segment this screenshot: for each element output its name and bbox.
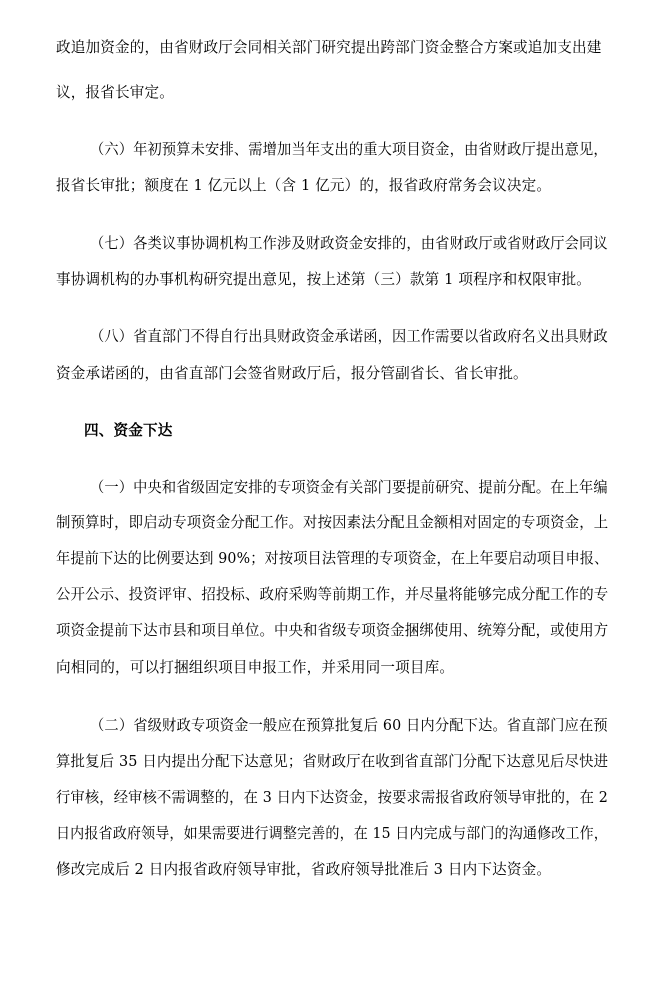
- paragraph-line: 议，报省长审定。: [56, 84, 174, 101]
- paragraph-line: 年提前下达的比例要达到 90%；对按项目法管理的专项资金，在上年要启动项目申报、: [56, 550, 609, 567]
- paragraph-line: （二）省级财政专项资金一般应在预算批复后 60 日内分配下达。省直部门应在预: [90, 717, 608, 734]
- paragraph-line: 行审核，经审核不需调整的，在 3 日内下达资金，按要求需报省政府领导审批的，在 2: [56, 789, 609, 806]
- paragraph-line: 日内报省政府领导，如果需要进行调整完善的，在 15 日内完成与部门的沟通修改工作，: [56, 825, 609, 842]
- paragraph-line: 项资金提前下达市县和项目单位。中央和省级专项资金捆绑使用、统筹分配，或使用方: [56, 622, 609, 639]
- paragraph-line: 公开公示、投资评审、招投标、政府采购等前期工作，并尽量将能够完成分配工作的专: [56, 586, 609, 603]
- paragraph-line: 事协调机构的办事机构研究提出意见，按上述第（三）款第 1 项程序和权限审批。: [56, 271, 592, 288]
- paragraph-line: （一）中央和省级固定安排的专项资金有关部门要提前研究、提前分配。在上年编: [90, 479, 608, 496]
- paragraph-line: 资金承诺函的，由省直部门会签省财政厅后，报分管副省长、省长审批。: [56, 365, 528, 382]
- paragraph-line: 修改完成后 2 日内报省政府领导审批，省政府领导批准后 3 日内下达资金。: [56, 861, 552, 878]
- paragraph-line: 向相同的，可以打捆组织项目申报工作，并采用同一项目库。: [56, 659, 455, 676]
- paragraph-line: （六）年初预算未安排、需增加当年支出的重大项目资金，由省财政厅提出意见，: [90, 141, 608, 158]
- paragraph-line: 报省长审批；额度在 1 亿元以上（含 1 亿元）的，报省政府常务会议决定。: [56, 177, 552, 194]
- section-heading: 四、资金下达: [84, 422, 173, 439]
- paragraph-line: （八）省直部门不得自行出具财政资金承诺函，因工作需要以省政府名义出具财政: [90, 328, 608, 345]
- paragraph-line: （七）各类议事协调机构工作涉及财政资金安排的，由省财政厅或省财政厅会同议: [90, 235, 608, 252]
- paragraph-line: 制预算时，即启动专项资金分配工作。对按因素法分配且金额相对固定的专项资金，上: [56, 514, 609, 531]
- paragraph-line: 政追加资金的，由省财政厅会同相关部门研究提出跨部门资金整合方案或追加支出建: [56, 39, 602, 56]
- paragraph-line: 算批复后 35 日内提出分配下达意见；省财政厅在收到省直部门分配下达意见后尽快进: [56, 753, 609, 770]
